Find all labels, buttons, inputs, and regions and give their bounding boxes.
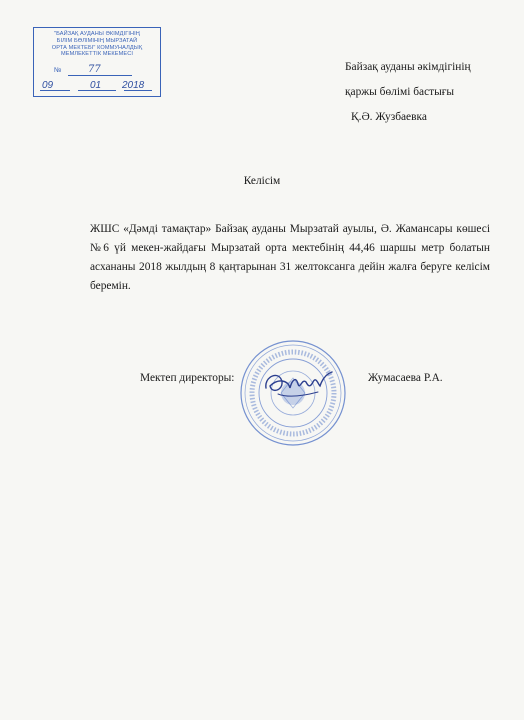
signatory-name: Жумасаева Р.А. xyxy=(368,372,443,384)
stamp-organization: "БАЙЗАҚ АУДАНЫ ӘКІМДІГІНІҢ БІЛІМ БӨЛІМІНІҢ МЫРЗАТАЙ ОРТА МЕКТЕБІ" КОММУНАЛДЫҚ МЕМЛЕКЕТТІК МЕКЕМЕСІ xyxy=(51,31,143,58)
addressee-line-2: қаржы бөлімі бастығы xyxy=(345,86,455,98)
addressee-block xyxy=(345,55,515,130)
registration-stamp xyxy=(33,27,161,97)
addressee-line-1: Байзақ ауданы әкімдігінің xyxy=(345,61,471,73)
addressee-name: Қ.Ә. Жузбаевка xyxy=(351,111,427,123)
stamp-number-row xyxy=(54,64,134,77)
signature-icon xyxy=(258,358,338,408)
stamp-number: 77 xyxy=(88,64,101,75)
stamp-date-month: 01 xyxy=(90,80,102,91)
stamp-date-row xyxy=(40,80,156,92)
signature-label: Мектеп директоры: xyxy=(140,372,235,384)
document-body: ЖШС «Дәмді тамақтар» Байзақ ауданы Мырзатай ауылы, Ә. Жамансары көшесі №6 үй мекен-жайдағы Мырзатай орта мектебінің 44,46 шаршы метр болатын асхананы 2018 жылдың 8 қаңтарынан 31 желтоксанга дейін жалға беруге келісім беремін. xyxy=(90,223,490,292)
stamp-date-year: 2018 xyxy=(122,80,145,91)
document-title: Келісім xyxy=(243,175,281,187)
stamp-number-prefix: № xyxy=(54,67,62,74)
stamp-date-day: 09 xyxy=(42,80,54,91)
